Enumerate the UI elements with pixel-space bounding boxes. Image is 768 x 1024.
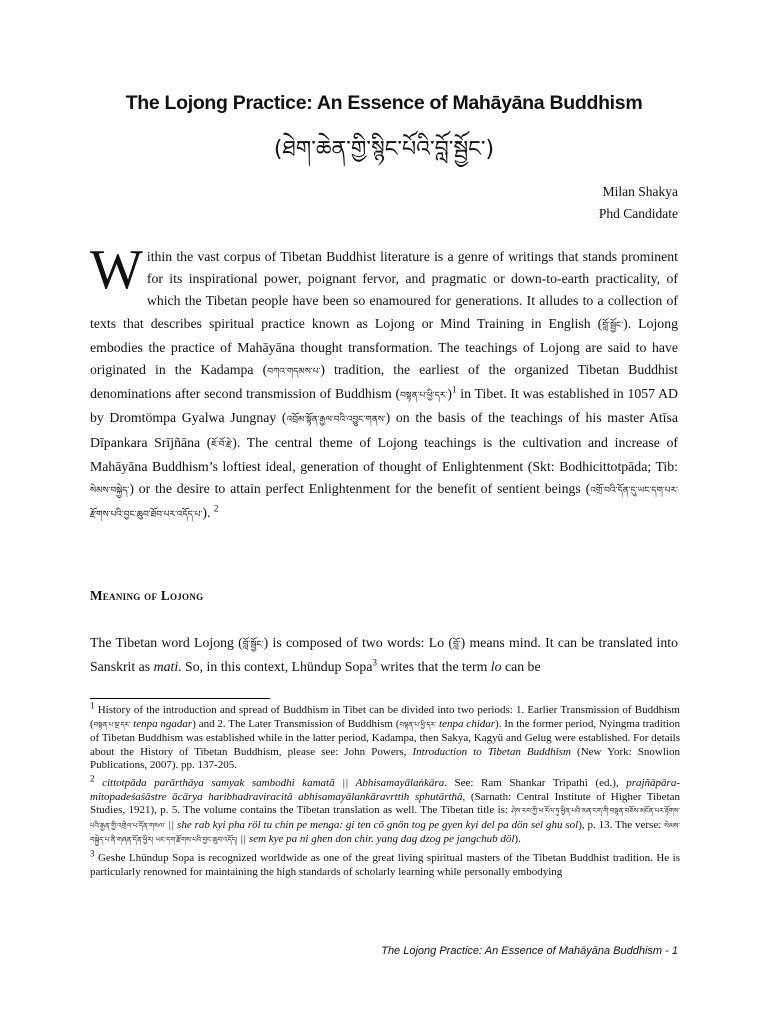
- text: The Tibetan word Lojong (: [90, 635, 243, 650]
- text: . See: Ram Shankar Tripathi (ed.),: [444, 776, 627, 789]
- page-title: The Lojong Practice: An Essence of Mahāyāna Buddhism: [125, 92, 643, 114]
- italic-term: mati: [153, 659, 179, 675]
- tibetan-text: བློ་: [452, 640, 461, 650]
- tibetan-text: བསྟན་པ་ཕྱི་དར་: [399, 720, 437, 729]
- author-name: Milan Shakya: [602, 184, 678, 199]
- text: History of the introduction and spread of Buddhism in Tibet can be divided into two periods: 1. Earlier Transmission of Buddhism (: [90, 704, 680, 730]
- page-number: - 1: [662, 945, 678, 957]
- author-block: [599, 181, 678, 225]
- italic-text: tenpa chidar: [436, 717, 496, 730]
- tibetan-text: བསྟན་པ་སྔ་དར་: [93, 720, 131, 729]
- text: ) is composed of two words: Lo (: [263, 635, 453, 650]
- footer-title: The Lojong Practice: An Essence of Mahāyāna Buddhism: [381, 945, 663, 957]
- text: ): [447, 386, 453, 402]
- tibetan-text: འབྲོམ་སྟོན་རྒྱལ་བའི་འབྱུང་གནས་: [286, 415, 386, 426]
- footnote-number: 2: [90, 773, 95, 784]
- text: Geshe Lhündup Sopa is recognized worldwide as one of the great living spiritual masters of the Tibetan Buddhist tradition. He is particularly renowned for maintaining the high standards of scholarly learning while personally embodying: [90, 851, 680, 878]
- italic-term: lo: [490, 659, 502, 675]
- text: ) tradition, the earliest of the organized Tibetan Buddhist denominations after second transmission of Buddhism (: [90, 362, 678, 402]
- footnote-ref-3[interactable]: 3: [372, 657, 377, 668]
- italic-text: || sem kye pa ni ghen don chir. yang dag dzog pe jangchub döl: [237, 833, 515, 846]
- text: ).: [514, 833, 521, 846]
- intro-paragraph: [90, 239, 678, 526]
- text: ). Lojong embodies the practice of Mahāyāna thought transformation. The teachings of Lojong are said to have originated in the Kadampa (: [90, 315, 678, 378]
- footnotes: [90, 700, 681, 883]
- text: (Sarnath: Central Institute of Higher Tibetan Studies, 1921), p. 5. The volume contains the Tibetan translation as well. The Tibetan title is:: [90, 790, 681, 817]
- book-title: Introduction to Tibetan Buddhism: [412, 745, 571, 758]
- tibetan-text: བསྟན་པ་ཕྱི་དར་: [400, 391, 448, 402]
- footnote-number: 1: [90, 700, 95, 711]
- footnote-ref-2[interactable]: 2: [213, 503, 219, 514]
- italic-text: tenpa ngadar: [130, 717, 193, 730]
- text: ) on the basis of the teachings of his master Atīsa Dīpankara Srījñāna (: [90, 410, 678, 450]
- italic-text: prajñāpāra-mitopadeśaśāstre ācārya haribhadraviracitā abhisamayālankāravrttih sphutārthā,: [90, 776, 680, 803]
- text: (New York: Snowlion Publications, 2007). pp. 137-205.: [90, 745, 680, 772]
- page-footer: [381, 945, 678, 957]
- text: ) or the desire to attain perfect Enlightenment for the benefit of sentient beings (: [129, 481, 591, 497]
- section-heading: Meaning of Lojong: [90, 588, 204, 603]
- tibetan-text: བློ་སྦྱོང་: [242, 640, 264, 650]
- tibetan-text: བཀའ་གདམས་པ་: [267, 367, 321, 378]
- footnote-number: 3: [90, 848, 95, 859]
- tibetan-title: (ཐེག་ཆེན་གྱི་སྙིང་པོའི་བློ་སྦྱོང་): [273, 137, 495, 162]
- author-role: Phd Candidate: [598, 206, 678, 221]
- text: ) means mind. It can be translated into Sanskrit as: [90, 635, 678, 675]
- footnote-3: [90, 848, 680, 879]
- tibetan-text: ཇོ་བོ་རྗེ་: [211, 439, 233, 450]
- text: ), p. 13. The verse:: [578, 818, 665, 831]
- meaning-paragraph: [90, 632, 678, 678]
- text: ithin the vast corpus of Tibetan Buddhist literature is a genre of writings that stands prominent for its inspirational power, poignant fervor, and pragmatic or down-to-earth practicality, of which the Tibetan people have been so enamoured for generations. It alludes to a collection of texts that describes spiritual practice known as Lojong or Mind Training in English (: [90, 249, 678, 331]
- footnote-2: [90, 773, 681, 848]
- tibetan-text: བློ་སྦྱོང་: [602, 320, 624, 331]
- text: writes that the term: [376, 659, 491, 675]
- text: ). The central theme of Lojong teachings is the cultivation and increase of Mahāyāna Buddhism’s loftiest ideal, generation of thought of Enlightenment (Skt: Bodhicittotpāda; Tib:: [90, 434, 678, 474]
- drop-cap: W: [90, 239, 143, 301]
- italic-text: || she rab kyi pha röl tu chin pe menga: gi ten cö gnön tog pe gyen kyi del pa dön sel ghu sol: [165, 818, 579, 831]
- tibetan-text: སེམས་བསྐྱེད་: [90, 486, 130, 497]
- tibetan-text: སེམས་བསྐྱེད་པ་ནི་གཞན་དོན་ཕྱིར། ཡང་དག་རྫོགས་པའི་བྱང་ཆུབ་འདོད།: [90, 821, 680, 845]
- footnote-ref-1[interactable]: 1: [452, 384, 457, 395]
- tibetan-text: འགྲོ་བའི་དོན་དུ་ཡང་དག་པར་རྫོགས་པའི་བྱང་ཆུབ་ཐོབ་པར་འདོད་པ་: [90, 486, 678, 521]
- text: . So, in this context, Lhündup Sopa: [178, 659, 373, 675]
- tibetan-text: ཤེས་རབ་ཀྱི་ཕ་རོལ་ཏུ་ཕྱིན་པའི་མན་ངག་གི་བསྟན་བཅོས་མངོན་པར་རྟོགས་པའི་རྒྱན་གྱི་འགྲེལ་པ་དོན་གསལ་: [90, 807, 680, 830]
- italic-text: cittotpāda parārthāya samyak sambodhi kamatā || Abhisamayālaṅkāra: [94, 776, 445, 789]
- footnote-divider: [90, 698, 270, 699]
- text: ).: [202, 505, 214, 521]
- text: in Tibet. It was established in 1057 AD by Dromtömpa Gyalwa Jungnay (: [90, 386, 678, 426]
- text: ) and 2. The Later Transmission of Buddhism (: [192, 717, 400, 730]
- footnote-1: [90, 700, 680, 773]
- text: ). In the former period, Nyingma tradition of Tibetan Buddhism was established while in the latter period, Kadampa, then Sakya, Kagyü and Gelug were established. For details about the History of Tibetan Buddhism, please see: John Powers,: [90, 717, 680, 758]
- text: can be: [501, 659, 541, 675]
